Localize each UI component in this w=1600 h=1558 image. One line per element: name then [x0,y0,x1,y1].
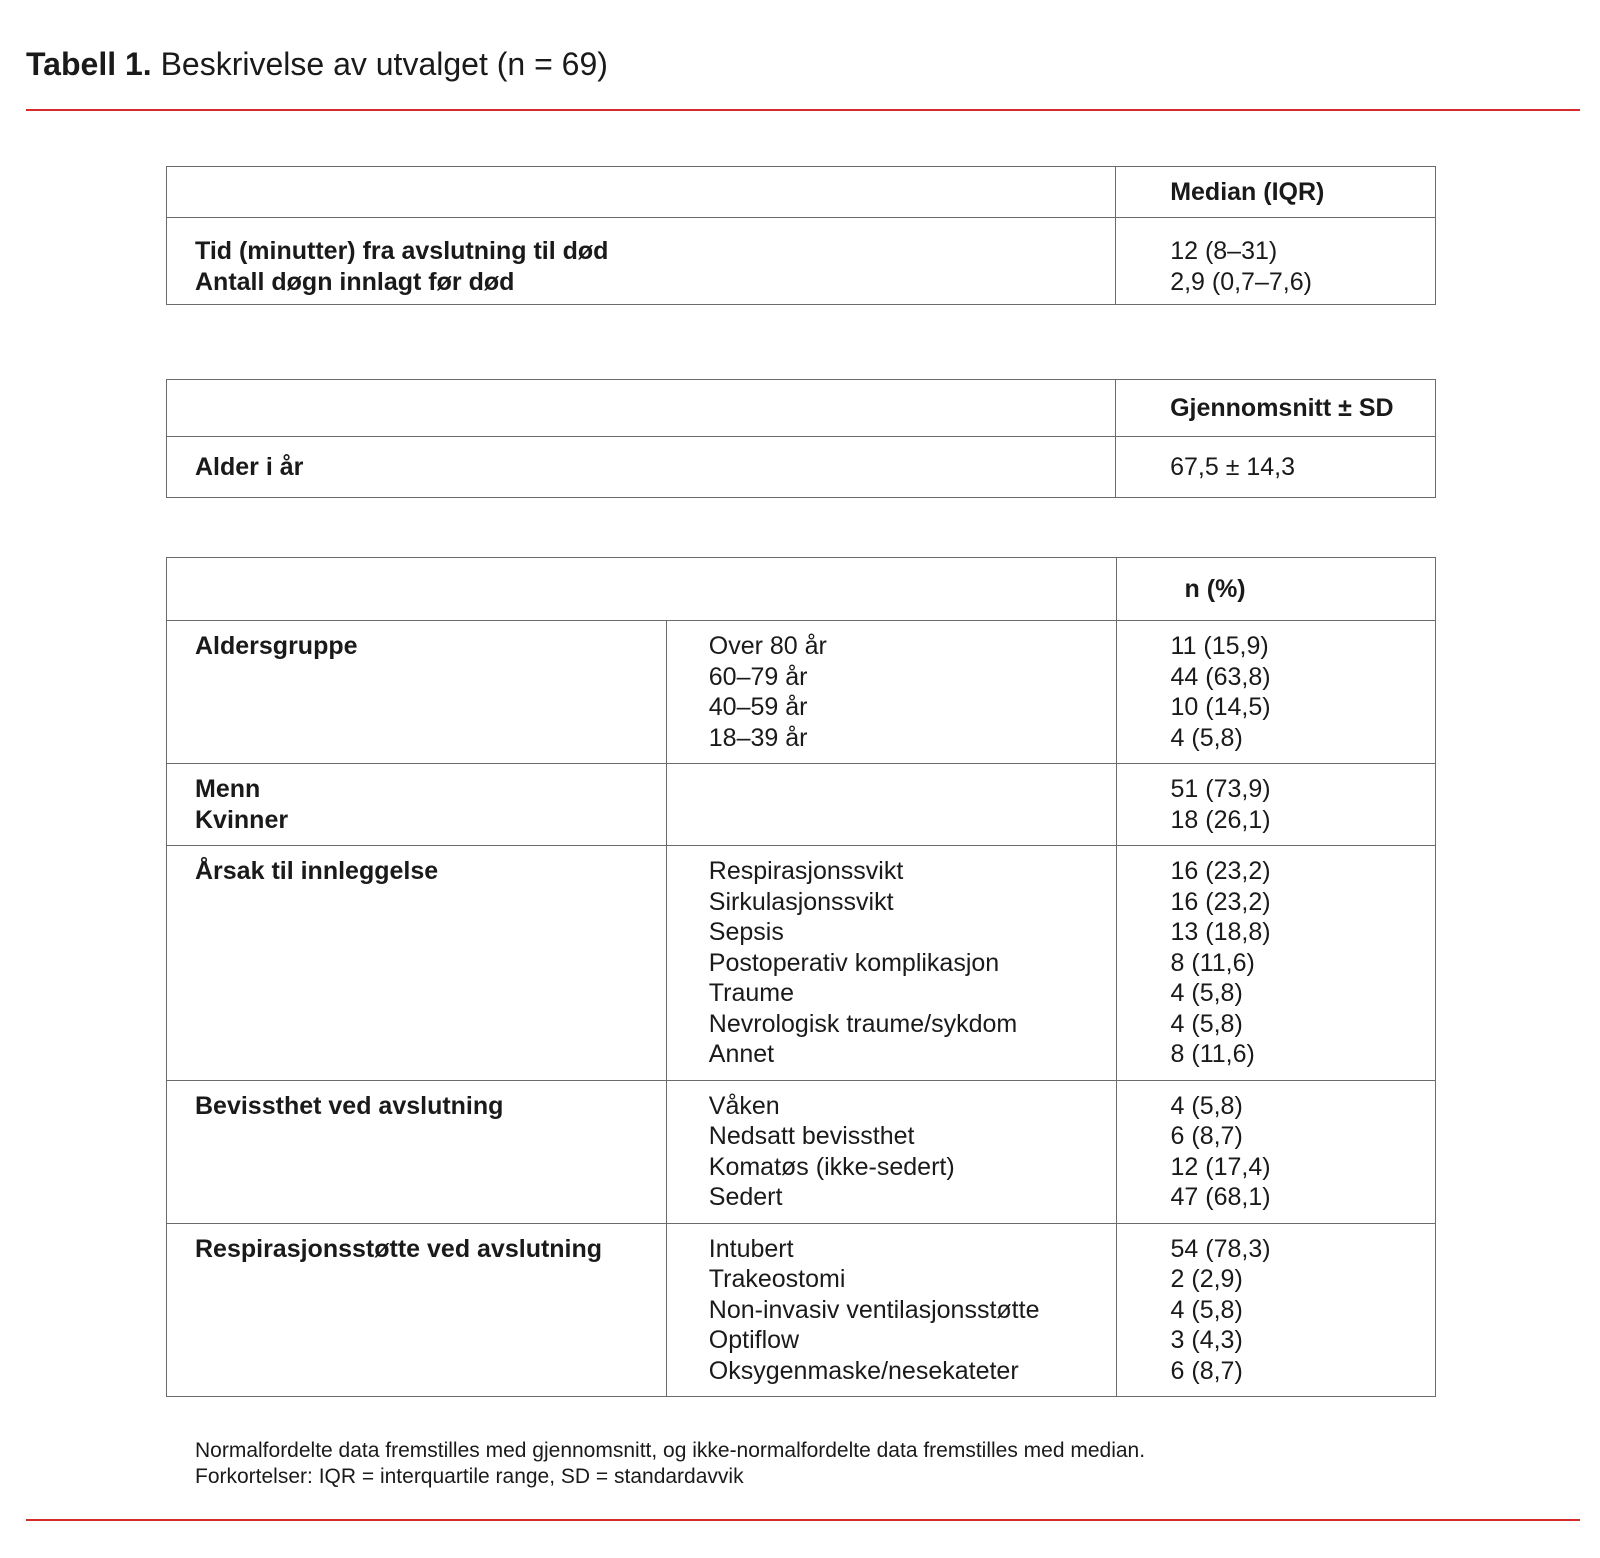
count-cell-line: 8 (11,6) [1170,948,1255,977]
group-label [167,621,667,764]
mean-sd-header: Gjennomsnitt ± SD [1116,380,1436,437]
days-admitted-label: Antall døgn innlagt før død [195,267,515,296]
count-table [166,557,1436,1397]
category-cell-line: Våken [708,1091,780,1120]
count-cell-line: 51 (73,9) [1170,775,1271,803]
category-cell-line: Sepsis [708,918,784,946]
category-cell-line: Respirasjonssvikt [708,857,904,885]
age-label: Alder i år [167,437,1116,498]
time-to-death-label: Tid (minutter) fra avslutning til død [195,237,609,265]
category-cell-line: Over 80 år [708,632,827,660]
count-cell-line: 2 (2,9) [1170,1265,1243,1293]
count-cell-line: 47 (68,1) [1170,1183,1271,1211]
count-cell [1116,764,1435,846]
count-cell [1116,1223,1435,1397]
count-cell-line: 54 (78,3) [1170,1234,1271,1263]
median-table [166,166,1436,305]
category-cell-line: Trakeostomi [708,1265,846,1293]
count-cell [1116,1080,1435,1223]
empty-header-cell [167,167,1116,218]
table-header-row [167,167,1436,218]
count-cell [1116,621,1435,764]
group-label [167,846,667,1081]
group-label [167,764,667,846]
value-cell [1116,218,1436,305]
bottom-rule [26,1519,1580,1521]
category-cell-line: Nedsatt bevissthet [708,1122,915,1150]
category-cell [666,621,1116,764]
count-cell [1116,846,1435,1081]
table-footnote [195,1438,1145,1490]
category-cell [666,1223,1116,1397]
count-header: n (%) [1116,558,1435,621]
category-cell-line: Traume [708,979,794,1007]
category-cell-line: Annet [708,1040,775,1068]
group-label [167,1223,667,1397]
days-admitted-value: 2,9 (0,7–7,6) [1170,267,1312,296]
category-cell-line: Intubert [708,1234,794,1263]
category-cell-line: Postoperativ komplikasjon [708,948,1000,977]
count-cell-line: 4 (5,8) [1170,723,1243,752]
top-rule [26,109,1580,111]
table-header-row [167,558,1436,621]
group-label-line: Bevissthet ved avslutning [195,1091,504,1120]
category-cell-line: Optiflow [708,1326,800,1354]
count-cell-line: 3 (4,3) [1170,1326,1243,1354]
table-row [167,621,1436,764]
age-value: 67,5 ± 14,3 [1116,437,1436,498]
category-cell-line: Sirkulasjonssvikt [708,887,894,916]
median-header: Median (IQR) [1116,167,1436,218]
count-cell-line: 16 (23,2) [1170,887,1271,916]
table-row [167,1080,1436,1223]
table-row [167,1223,1436,1397]
count-cell-line: 4 (5,8) [1170,979,1243,1007]
table-header-row [167,380,1436,437]
table-row [167,437,1436,498]
time-to-death-value: 12 (8–31) [1170,237,1278,265]
count-cell-line: 10 (14,5) [1170,693,1271,721]
group-label-line: Menn [195,775,261,803]
count-cell-line: 4 (5,8) [1170,1009,1243,1038]
empty-header-cell [167,558,1117,621]
group-label-line: Årsak til innleggelse [195,857,439,885]
count-cell-line: 4 (5,8) [1170,1295,1243,1324]
footnote-line: Normalfordelte data fremstilles med gjennomsnitt, og ikke-normalfordelte data fremstilles med median. [195,1439,1146,1462]
empty-header-cell [167,380,1116,437]
category-cell [666,1080,1116,1223]
label-cell [167,218,1116,305]
category-cell [666,764,1116,846]
category-cell-line: Non-invasiv ventilasjonsstøtte [708,1295,1040,1324]
category-cell-line: Oksygenmaske/nesekateter [708,1356,1019,1385]
count-cell-line: 18 (26,1) [1170,805,1271,834]
category-cell-line: Komatøs (ikke-sedert) [708,1152,955,1181]
count-cell-line: 6 (8,7) [1170,1122,1243,1150]
count-cell-line: 16 (23,2) [1170,857,1271,885]
group-label [167,1080,667,1223]
group-label-line: Respirasjonsstøtte ved avslutning [195,1234,603,1263]
count-table-body [167,621,1436,1397]
table-row [167,764,1436,846]
table-title [26,44,608,84]
category-cell-line: 40–59 år [708,693,808,721]
count-cell-line: 6 (8,7) [1170,1356,1243,1385]
count-cell-line: 12 (17,4) [1170,1152,1271,1181]
mean-table [166,379,1436,498]
count-cell-line: 11 (15,9) [1170,632,1269,660]
table-row [167,846,1436,1081]
count-cell-line: 13 (18,8) [1170,918,1271,946]
group-label-line: Aldersgruppe [195,632,358,660]
category-cell-line: Sedert [708,1183,783,1211]
group-label-line: Kvinner [195,805,289,834]
table-number: Tabell 1. [26,46,152,82]
table-caption: Beskrivelse av utvalget (n = 69) [160,46,608,82]
count-cell-line: 4 (5,8) [1170,1091,1243,1120]
category-cell-line: Nevrologisk traume/sykdom [708,1009,1018,1038]
category-cell-line: 18–39 år [708,723,808,752]
category-cell [666,846,1116,1081]
category-cell-line: 60–79 år [708,662,808,691]
footnote-abbreviations: Forkortelser: IQR = interquartile range, SD = standardavvik [195,1465,744,1488]
table-row [167,218,1436,305]
count-cell-line: 44 (63,8) [1170,662,1271,691]
count-cell-line: 8 (11,6) [1170,1040,1255,1068]
